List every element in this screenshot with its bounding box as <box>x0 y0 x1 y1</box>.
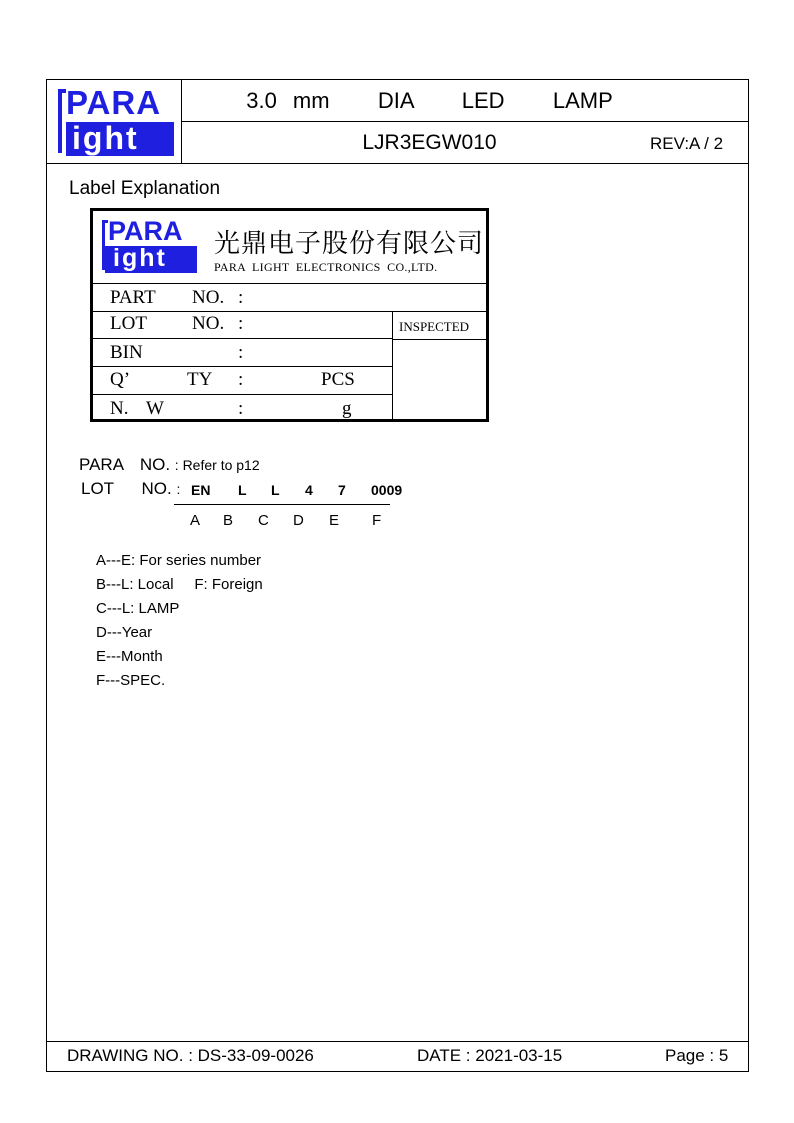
lot-no-colon: : <box>176 481 181 497</box>
label-bin-text: BIN <box>110 342 143 363</box>
legend-item: C---L: LAMP <box>96 600 180 617</box>
legend-item: B---L: Local F: Foreign <box>96 576 263 593</box>
model-number: LJR3EGW010 <box>362 131 497 154</box>
lot-code-a: EN <box>191 482 211 498</box>
label-lot-text: LOT <box>110 313 147 334</box>
label-divider <box>92 338 392 339</box>
lot-code-f: 0009 <box>371 482 403 498</box>
lot-letter-b: B <box>223 512 234 529</box>
company-name-chinese: 光鼎电子股份有限公司 <box>214 229 485 259</box>
logo-top-text: PARA <box>66 84 162 121</box>
label-nw-text: N. <box>110 398 129 419</box>
label-lot-no: NO. <box>192 313 225 334</box>
label-logo-bottom-text: ight <box>113 244 167 272</box>
label-nw-colon: : <box>238 398 244 419</box>
header-divider <box>46 163 749 164</box>
para-light-logo <box>58 84 174 156</box>
legend-item: E---Month <box>96 648 163 665</box>
label-divider <box>392 311 393 420</box>
document-title: 3.0 mm DIA LED LAMP <box>246 88 613 113</box>
label-lot-colon: : <box>238 313 244 334</box>
document-date: DATE : 2021-03-15 <box>417 1046 563 1065</box>
label-logo-top-text: PARA <box>108 216 183 246</box>
label-part-colon: : <box>238 287 244 308</box>
revision: REV:A / 2 <box>650 134 724 153</box>
lot-code-underline <box>174 504 390 505</box>
label-divider <box>92 394 392 395</box>
lot-letter-c: C <box>258 512 269 529</box>
lot-letter-a: A <box>190 512 201 529</box>
drawing-number: DRAWING NO. : DS-33-09-0026 <box>67 1046 314 1065</box>
page-number: Page : 5 <box>665 1046 729 1065</box>
para-no-reference: : Refer to p12 <box>174 457 260 473</box>
lot-no-line <box>81 479 180 499</box>
label-nw-unit: g <box>342 398 352 419</box>
para-no-line <box>79 455 260 475</box>
label-divider <box>392 339 487 340</box>
inspected-stamp-label: INSPECTED <box>399 319 470 334</box>
lot-letter-e: E <box>329 512 340 529</box>
label-part-no: NO. <box>192 287 225 308</box>
lot-code-e: 7 <box>338 482 346 498</box>
label-logo <box>100 216 198 274</box>
logo-bottom-text: ight <box>72 120 139 156</box>
lot-code-c: L <box>271 482 280 498</box>
logo-bracket <box>58 89 66 153</box>
label-divider <box>92 366 392 367</box>
lot-letter-d: D <box>293 512 304 529</box>
legend-item: A---E: For series number <box>96 552 262 569</box>
label-part-text: PART <box>110 287 156 308</box>
footer-divider <box>46 1041 749 1042</box>
lot-code-b: L <box>238 482 247 498</box>
label-qty-ty: TY <box>187 369 213 390</box>
label-qty-unit: PCS <box>321 369 355 390</box>
label-divider <box>92 311 487 312</box>
label-qty-colon: : <box>238 369 244 390</box>
company-name-english: PARA LIGHT ELECTRONICS CO.,LTD. <box>214 260 438 274</box>
para-no-label: NO. <box>139 455 171 474</box>
label-divider <box>92 283 487 284</box>
label-qty-text: Q’ <box>110 369 131 390</box>
lot-code-d: 4 <box>305 482 313 498</box>
lot-label: LOT <box>81 479 114 498</box>
lot-letter-f: F <box>372 512 382 529</box>
para-label: PARA <box>79 455 124 474</box>
label-bin-colon: : <box>238 342 244 363</box>
label-nw-w: W <box>146 398 164 419</box>
lot-no-label: NO. <box>141 479 172 498</box>
legend-item: F---SPEC. <box>96 672 166 689</box>
legend-item: D---Year <box>96 624 153 641</box>
section-title: Label Explanation <box>69 178 221 199</box>
